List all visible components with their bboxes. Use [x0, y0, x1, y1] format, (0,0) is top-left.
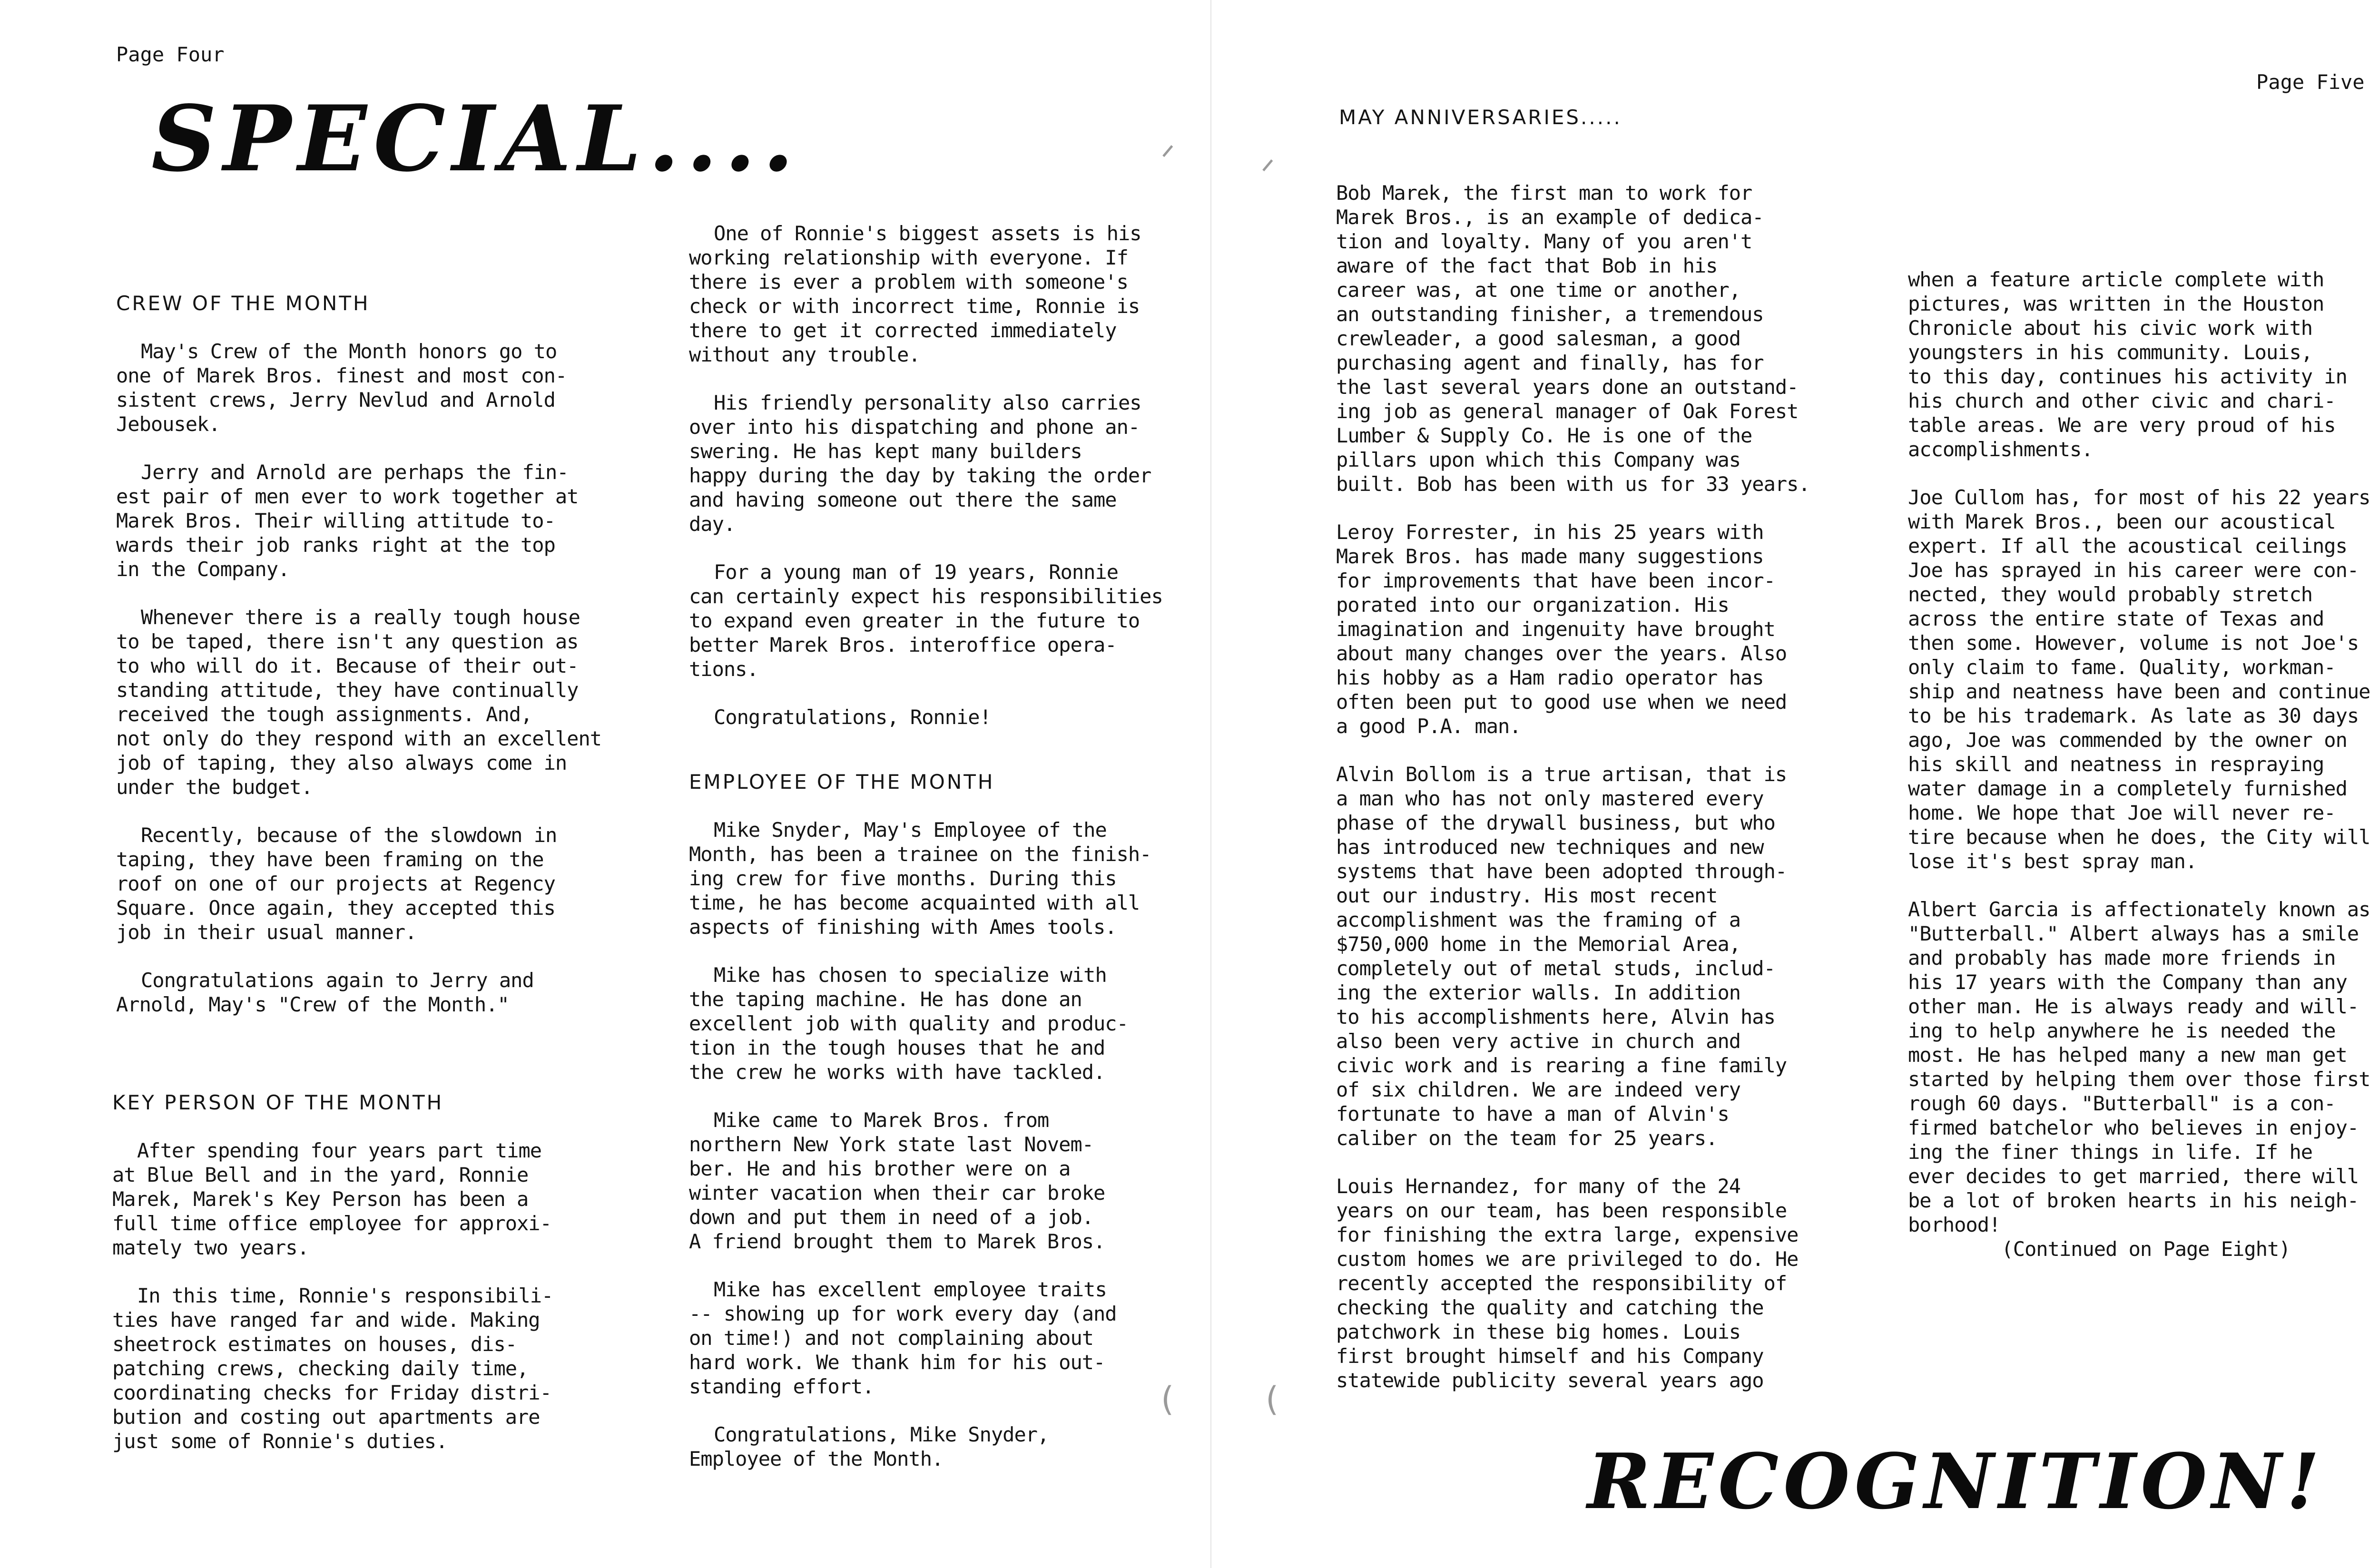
scan-mark: (: [1161, 1380, 1174, 1419]
paragraph: His friendly personality also carries over into his dispatching and phone an- swering. He has kept many builders happy during the day by taking the order and having someone out there the same day.: [689, 391, 1151, 536]
paragraph: Albert Garcia is affectionately known as "Butterball." Albert always has a smile and probably has made more friends in his 17 years with the Company than any other man. He is always ready and will- ing to help anywhere he is needed the most. He has helped many a new man get started by helping them over those first rough 60 days. "Butterball" is a con- firmed batchelor who believes in enjoy- ing the finer things in life. If he ever decides to get married, there will be a lot of broken hearts in his neigh- borhood!: [1908, 898, 2370, 1236]
crew-of-month-section: [116, 291, 649, 1040]
paragraph: One of Ronnie's biggest assets is his working relationship with everyone. If there is ever a problem with someone's check or with incorrect time, Ronnie is there to get it corrected immediately without any trouble.: [689, 222, 1141, 366]
employee-of-month-heading: EMPLOYEE OF THE MONTH: [689, 770, 995, 794]
paragraph: For a young man of 19 years, Ronnie can certainly expect his responsibilities to expand even greater in the future to better Marek Bros. interoffice opera- tions.: [689, 560, 1163, 681]
page-five-label: Page Five: [2256, 70, 2365, 94]
paragraph: Mike has excellent employee traits -- showing up for work every day (and on time!) and not complaining about hard work. We thank him for his out- standing effort.: [689, 1278, 1117, 1398]
paragraph: when a feature article complete with pictures, was written in the Houston Chronicle about his civic work with youngsters in his community. Louis, to this day, continues his activity in his church and other civic and chari- table areas. We are very proud of his accomplishments.: [1908, 268, 2347, 461]
paragraph: Mike Snyder, May's Employee of the Month, has been a trainee on the finish- ing crew for five months. During this time, he has become acquainted with all aspects of finishing with Ames tools.: [689, 818, 1151, 939]
paragraph: Congratulations, Mike Snyder, Employee of the Month.: [689, 1423, 1049, 1470]
paragraph: Louis Hernandez, for many of the 24 years on our team, has been responsible for finishing the extra large, expensive custom homes we are privileged to do. He recently accepted the responsibility of checking the quality and catching the patchwork in these big homes. Louis first brought himself and his Company statewide publicity several years ago: [1336, 1175, 1799, 1392]
key-person-section: [112, 1090, 645, 1477]
paragraph: Leroy Forrester, in his 25 years with Marek Bros. has made many suggestions for improvements that have been incor- porated into our organization. His imagination and ingenuity have brought about many changes over the years. Also his hobby as a Ham radio operator has often been put to good use when we need a good P.A. man.: [1336, 520, 1787, 738]
paragraph: Congratulations again to Jerry and Arnold, May's "Crew of the Month.": [116, 969, 534, 1016]
scan-mark: (: [1266, 1380, 1279, 1419]
paragraph: Whenever there is a really tough house to be taped, there isn't any question as to who will do it. Because of their out- standing attitude, they have continually received the tough assignments. And, not only do they respond with an excellent job of taping, they also always come in under the budget.: [116, 606, 602, 799]
special-banner-text: SPECIAL....: [151, 86, 801, 192]
paragraph: Congratulations, Ronnie!: [714, 706, 991, 729]
crew-of-month-body: [116, 339, 649, 1017]
key-person-heading: KEY PERSON OF THE MONTH: [112, 1091, 444, 1114]
paragraph: In this time, Ronnie's responsibili- ties have ranged far and wide. Making sheetrock estimates on houses, dis- patching crews, checking daily time, coordinating checks for Friday distri- bution and costing out apartments are just some of Ronnie's duties.: [112, 1284, 553, 1453]
paragraph: Bob Marek, the first man to work for Marek Bros., is an example of dedica- tion and loyalty. Many of you aren't aware of the fact that Bob in his career was, at one time or another, an outstanding finisher, a tremendous crewleader, a good salesman, a good purchasing agent and finally, has for the last several years done an outstand- ing job as general manager of Oak Forest Lumber & Supply Co. He is one of the pillars upon which this Company was built. Bob has been with us for 33 years.: [1336, 181, 1810, 496]
special-banner: [151, 86, 801, 192]
page-four-label: Page Four: [116, 43, 225, 66]
ronnie-continued-section: [689, 221, 1222, 753]
paragraph: May's Crew of the Month honors go to one of Marek Bros. finest and most con- sistent crews, Jerry Nevlud and Arnold Jebousek.: [116, 340, 567, 436]
scan-mark: ᐟ: [1261, 152, 1275, 191]
employee-of-month-body: [689, 818, 1222, 1471]
paragraph: Joe Cullom has, for most of his 22 years with Marek Bros., been our acoustical expert. If all the acoustical ceilings Joe has sprayed in his career were con- nected, they would probably stretch across the entire state of Texas and then some. However, volume is not Joe's only claim to fame. Quality, workman- ship and neatness have been and continue to be his trademark. As late as 30 days ago, Joe was commended by the owner on his skill and neatness in respraying water damage in a completely furnished home. We hope that Joe will never re- tire because when he does, the City will lose it's best spray man.: [1908, 486, 2370, 873]
paragraph: Jerry and Arnold are perhaps the fin- est pair of men ever to work together at Marek Bros. Their willing attitude to- wards their job ranks right at the top in the Company.: [116, 461, 579, 581]
paragraph: Mike came to Marek Bros. from northern New York state last Novem- ber. He and his brother were on a winter vacation when their car broke down and put them in need of a job. A friend brought them to Marek Bros.: [689, 1108, 1105, 1253]
paragraph: Mike has chosen to specialize with the taping machine. He has done an excellent job with quality and produc- tion in the tough houses that he and the crew he works with have tackled.: [689, 963, 1128, 1084]
key-person-body: [112, 1138, 645, 1453]
anniversaries-column-two: [1908, 267, 2379, 1261]
may-anniversaries-heading: MAY ANNIVERSARIES.....: [1339, 106, 1622, 129]
scan-mark: ᐟ: [1161, 138, 1175, 177]
paragraph: After spending four years part time at Blue Bell and in the yard, Ronnie Marek, Marek's Key Person has been a full time office employee for approxi- mately two years.: [112, 1139, 551, 1259]
continued-note: (Continued on Page Eight): [2001, 1237, 2291, 1261]
employee-of-month-section: [689, 770, 1222, 1495]
anniversaries-column-one: [1336, 181, 1878, 1416]
recognition-banner: [1587, 1437, 2324, 1526]
recognition-banner-text: RECOGNITION!: [1587, 1437, 2325, 1526]
crew-of-month-heading: CREW OF THE MONTH: [116, 292, 370, 315]
paragraph: Recently, because of the slowdown in taping, they have been framing on the roof on one of our projects at Regency Square. Once again, they accepted this job in their usual manner.: [116, 823, 557, 944]
paragraph: Alvin Bollom is a true artisan, that is a man who has not only mastered every phase of the drywall business, but who has introduced new techniques and new systems that have been adopted through- out our industry. His most recent accomplishment was the framing of a $750,000 home in the Memorial Area, completely out of metal studs, includ- ing the exterior walls. In addition to his accomplishments here, Alvin has also been very active in church and civic work and is rearing a fine family of six children. We are indeed very fortunate to have a man of Alvin's caliber on the team for 25 years.: [1336, 763, 1787, 1150]
